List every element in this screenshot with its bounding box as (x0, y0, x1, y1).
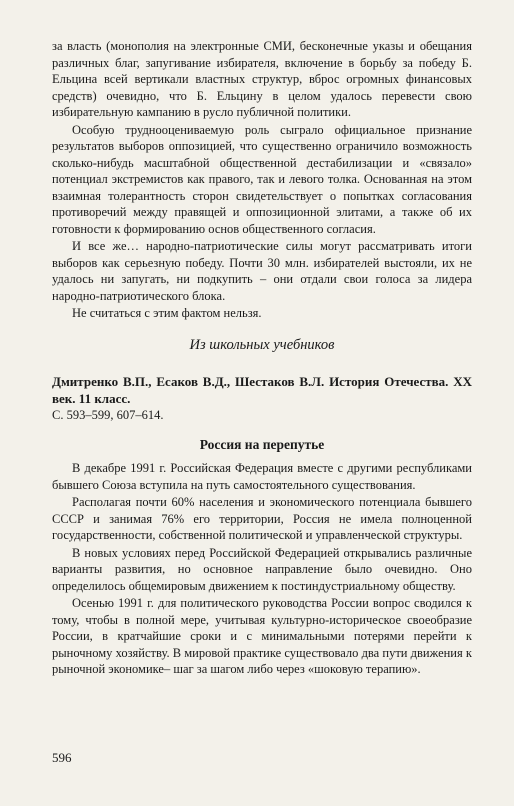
section-heading: Из школьных учебников (189, 336, 335, 353)
reference-authors-title: Дмитренко В.П., Есаков В.Д., Шестаков В.Л. История Отечества. XX век. 11 класс. (52, 374, 472, 406)
paragraph-bottom-4: Осенью 1991 г. для политического руководства России вопрос сводился к тому, чтобы в полной мере, учитывая культурно-историческое своеобразие России, в кратчайшие сроки и с минимальными потерями перейти к рыночному хозяйству. В мировой практике существовало два пути движения к рыночной экономике– шаг за шагом либо через «шоковую терапию». (52, 596, 472, 676)
paragraph-top-4: Не считаться с этим фактом нельзя. (72, 306, 262, 320)
paragraph-top-3: И все же… народно-патриотические силы могут рассматривать итоги выборов как серьезную победу. Почти 30 млн. избирателей выстояли, их не удалось ни запугать, ни подкупить – они отдали свои голоса за лидера народно-патриотического блока. (52, 239, 472, 303)
paragraph-bottom-2: Располагая почти 60% населения и экономического потенциала бывшего СССР и занимая 76% его территории, Россия не имела полноценной государственности, собственной политической и управленческой структуры. (52, 495, 472, 542)
paragraph-bottom-3: В новых условиях перед Российской Федерацией открывались различные варианты развития, но основное направление было очевидно. Оно определилось общемировым движением к постиндустриальному обществу. (52, 545, 472, 593)
paragraph-top-2: Особую трудноoцениваемую роль сыграло официальное признание результатов выборов оппозицией, что существенно ограничило возможность сколько-нибудь масштабной общественной дестабилизации и «связало» потенциал экстремистов как правого, так и левого толка. Основанная на этом взаимная толерантность сторон свидетельствует о попытках согласования противоречий между правящей и оппозиционной элитами, а также об их готовности к формированию основ общественного согласия. (52, 122, 472, 236)
paragraph-top-1: за власть (монополия на электронные СМИ, бесконечные указы и обещания различных благ, запугивание избирателя, включение в борьбу за победу Б. Ельцина всей вертикали властных структур, вброс огромных финансовых средств) очевидно, что Б. Ельцину в целом удалось перевести свою избирательную кампанию в русло публичной политики. (52, 39, 472, 119)
chapter-title: Россия на перепутье (199, 436, 325, 452)
page-content (52, 38, 472, 678)
paragraph-bottom-1: В декабре 1991 г. Российская Федерация вместе с другими республиками бывшего Союза вступила на путь самостоятельного существования. (52, 461, 472, 492)
page-number: 596 (52, 750, 72, 765)
reference-pages: С. 593–599, 607–614. (52, 408, 164, 422)
